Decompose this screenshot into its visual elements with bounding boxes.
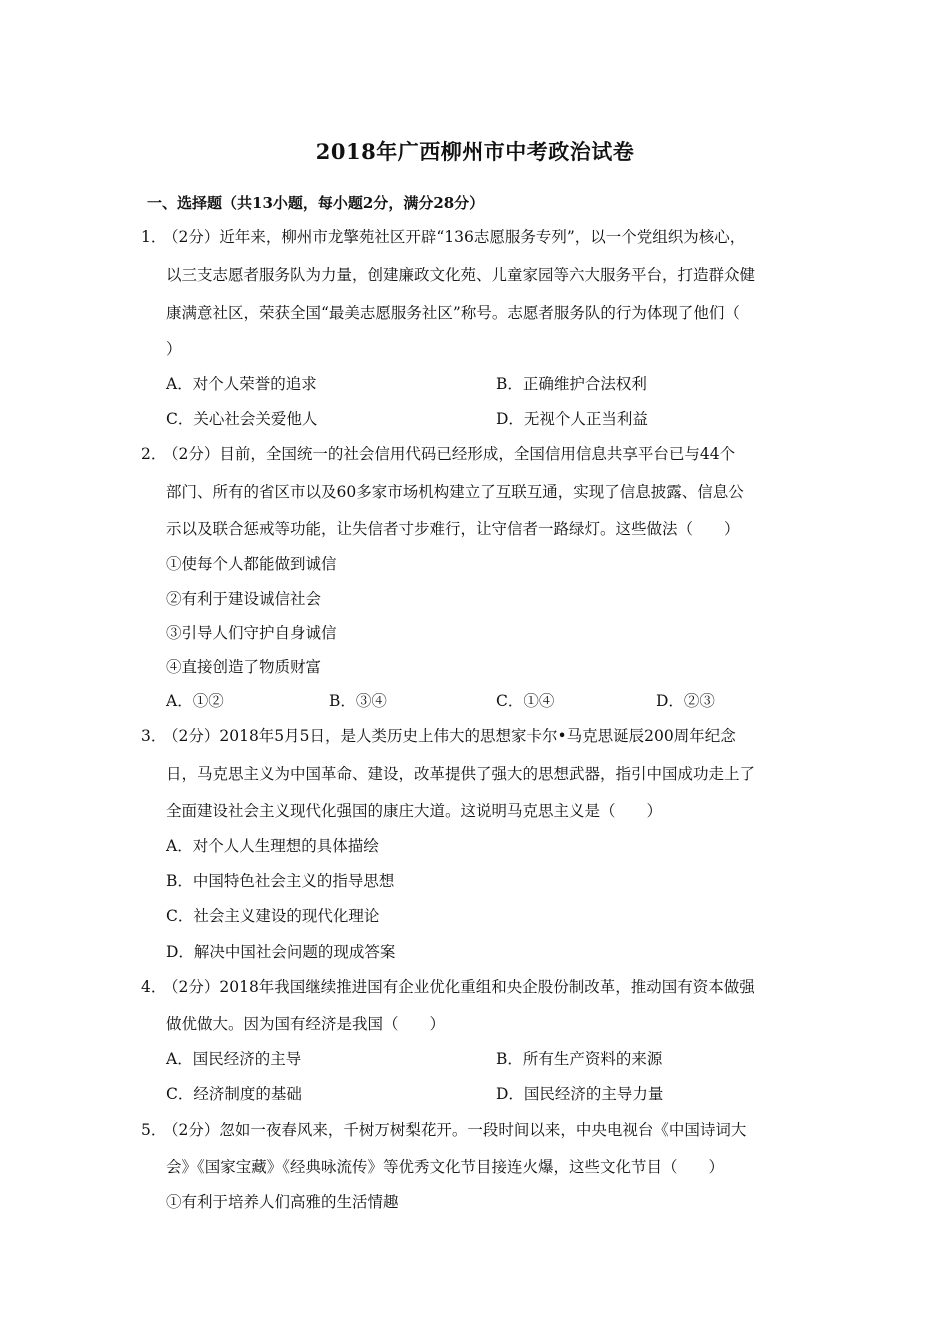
- option-d[interactable]: D．无视个人正当利益: [496, 410, 648, 428]
- statement: ①使每个人都能做到诚信: [166, 555, 337, 573]
- question-text: 示以及联合惩戒等功能，让失信者寸步难行，让守信者一路绿灯。这些做法（ ）: [166, 520, 740, 538]
- statement: ④直接创造了物质财富: [166, 658, 322, 676]
- question-text: 会》《国家宝藏》《经典咏流传》等优秀文化节目接连火爆，这些文化节目（ ）: [166, 1158, 725, 1176]
- question-text: （2分）忽如一夜春风来，千树万树梨花开。一段时间以来，中央电视台《中国诗词大: [163, 1121, 747, 1139]
- option-d[interactable]: D．②③: [656, 692, 715, 710]
- question-text: （2分）2018年我国继续推进国有企业优化重组和央企股份制改革，推动国有资本做强: [163, 978, 755, 996]
- option-a[interactable]: A．对个人荣誉的追求: [166, 375, 317, 393]
- question-text: 以三支志愿者服务队为力量，创建廉政文化苑、儿童家园等六大服务平台，打造群众健: [166, 266, 756, 284]
- question-text: 全面建设社会主义现代化强国的康庄大道。这说明马克思主义是（ ）: [166, 802, 663, 820]
- question-number: 4．: [141, 978, 167, 996]
- question-number: 1．: [141, 228, 167, 246]
- question-text: 康满意社区，荣获全国“最美志愿服务社区”称号。志愿者服务队的行为体现了他们（: [166, 304, 740, 322]
- option-c[interactable]: C．关心社会关爱他人: [166, 410, 318, 428]
- question-text: （2分）目前，全国统一的社会信用代码已经形成，全国信用信息共享平台已与44个: [163, 445, 736, 463]
- option-d[interactable]: D．解决中国社会问题的现成答案: [166, 943, 396, 961]
- question-text: 日，马克思主义为中国革命、建设，改革提供了强大的思想武器，指引中国成功走上了: [166, 765, 756, 783]
- option-b[interactable]: B．中国特色社会主义的指导思想: [166, 872, 395, 890]
- statement: ②有利于建设诚信社会: [166, 590, 322, 608]
- question-number: 5．: [141, 1121, 167, 1139]
- question-number: 3．: [141, 727, 167, 745]
- option-d[interactable]: D．国民经济的主导力量: [496, 1085, 664, 1103]
- option-a[interactable]: A．对个人人生理想的具体描绘: [166, 837, 379, 855]
- question-text: 做优做大。因为国有经济是我国（ ）: [166, 1015, 446, 1033]
- question-text: （2分）2018年5月5日，是人类历史上伟大的思想家卡尔•马克思诞辰200周年纪念: [163, 727, 736, 745]
- question-text: ）: [166, 340, 182, 358]
- option-c[interactable]: C．①④: [496, 692, 555, 710]
- option-a[interactable]: A．国民经济的主导: [166, 1050, 302, 1068]
- statement: ①有利于培养人们高雅的生活情趣: [166, 1193, 399, 1211]
- option-a[interactable]: A．①②: [166, 692, 224, 710]
- option-b[interactable]: B．③④: [329, 692, 387, 710]
- option-c[interactable]: C．经济制度的基础: [166, 1085, 302, 1103]
- question-number: 2．: [141, 445, 167, 463]
- question-text: （2分）近年来，柳州市龙擎苑社区开辟“136志愿服务专列”，以一个党组织为核心，: [163, 228, 746, 246]
- section-heading: 一、选择题（共13小题，每小题2分，满分28分）: [147, 194, 485, 212]
- statement: ③引导人们守护自身诚信: [166, 624, 337, 642]
- question-text: 部门、所有的省区市以及60多家市场机构建立了互联互通，实现了信息披露、信息公: [166, 483, 744, 501]
- option-c[interactable]: C．社会主义建设的现代化理论: [166, 907, 380, 925]
- option-b[interactable]: B．所有生产资料的来源: [496, 1050, 663, 1068]
- page-title: 2018年广西柳州市中考政治试卷: [315, 139, 635, 164]
- option-b[interactable]: B．正确维护合法权利: [496, 375, 647, 393]
